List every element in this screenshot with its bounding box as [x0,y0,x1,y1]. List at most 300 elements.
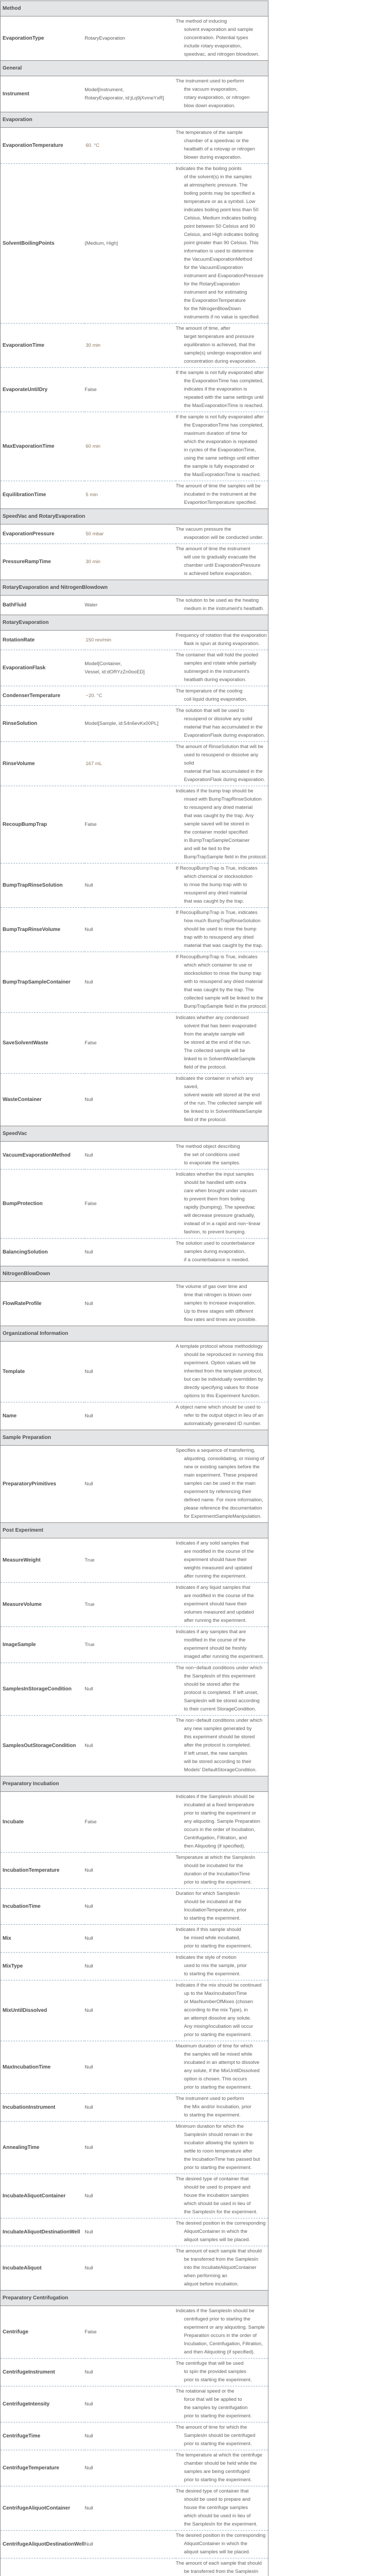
option-description: Maximum duration of time for which the samples will be mixed while incubated in an attempt to dissolve any solute, if the MixUntilDissolved option is chosen. This occurs prior to starting the experiment. [176,2043,260,2090]
option-description-cell [176,2422,268,2450]
option-value: False [85,1819,97,1825]
option-value: Null [85,2104,93,2110]
section-header [1,1523,268,1538]
option-row [1,1538,268,1583]
option-value-cell [85,368,176,412]
option-value-cell [85,1142,176,1170]
option-value-cell [85,1853,176,1889]
option-description-cell [176,863,268,908]
option-description: The centrifuge that will be used to spin the provided samples prior to starting the experiment. [176,2361,252,2383]
option-name: IncubateAliquot [1,2246,85,2291]
option-value-cell [85,1538,176,1583]
option-value: Null [85,1152,93,1158]
option-value-cell [85,128,176,164]
option-value-cell [85,742,176,786]
option-name: CentrifugeTemperature [1,2450,85,2486]
option-row [1,2122,268,2174]
option-row [1,2306,268,2359]
option-value: True [85,1601,95,1607]
option-value-cell [85,1074,176,1126]
option-value: Null [85,1096,93,1103]
option-name: Instrument [3,91,29,97]
option-value: Null [85,2369,93,2375]
option-value: RotaryEvaporation [85,35,125,41]
option-name: MixType [1,1953,85,1980]
option-description-cell [176,2558,268,2576]
option-value-cell [85,412,176,481]
option-row [1,2041,268,2094]
section-title: RotaryEvaporation and NitrogenBlowdown [1,580,268,596]
option-description: The desired position in the corresponding AliquotContainer in which the aliquot samples will be placed. [176,2533,266,2555]
option-value-cell [85,2450,176,2486]
option-description: The volume of gas over time and time that nitrogen is blown over samples to increase evaporation. Up to three stages with different flow rates and times are possible. [176,1284,257,1323]
option-value-cell [85,2486,176,2531]
option-description-cell [176,1583,268,1627]
option-name: CentrifugeAliquotContainer [1,2486,85,2531]
option-row [1,742,268,786]
option-row [1,2094,268,2122]
option-name: SolventBoilingPoints [1,164,85,324]
option-description-cell [176,2246,268,2291]
option-value: False [85,2329,97,2335]
option-description-cell [176,2041,268,2094]
option-description: Indicates if the SamplesIn should be centrifuged prior to starting the experiment or any aliquoting. Sample Preparation occurs in the order of Incubation, Centrifugation, Filtration, and then Aliquoting (if specified). [176,2308,265,2355]
option-description-cell [176,16,268,61]
option-value-cell [85,1716,176,1776]
option-description: The desired position in the corresponding AliquotContainer in which the aliquot samples will be placed. [176,2221,266,2243]
option-value-cell [85,544,176,580]
option-description: Duration for which SamplesIn should be incubated at the IncubationTemperature, prior to starting the experiment. [176,1891,247,1921]
option-description: The non−default conditions under which any new samples generated by this experiment should be stored after the protocol is completed. If left unset, the new samples will be stored according to their Models' DefaultStorageCondition. [176,1718,263,1773]
option-row [1,1446,268,1523]
option-name: MaxEvaporationTime [1,412,85,481]
option-description-cell [176,1889,268,1925]
option-description-cell [176,2359,268,2386]
section-title: RotaryEvaporation [1,615,268,631]
option-value: 30 min [86,342,100,348]
section-title: Preparatory Centrifugation [1,2291,268,2306]
option-value-cell [85,650,176,686]
option-value-cell [85,1402,176,1430]
option-value: −20. °C [86,692,103,699]
section-title: Method [1,1,268,16]
option-name: MeasureVolume [1,1583,85,1627]
option-description: The amount of time for which the SamplesIn should be centrifuged prior to starting the experiment. [176,2425,256,2447]
option-name: EvaporationTemperature [3,143,63,148]
option-description-cell [176,1627,268,1663]
option-value: False [85,386,97,393]
option-value: Null [85,926,93,933]
option-value: Null [85,2229,93,2235]
option-description: Indicates if any samples that are modified in the course of the experiment should be freshly imaged after running the experiment. [176,1629,264,1659]
option-name: SamplesInStorageCondition [1,1663,85,1716]
option-value-cell [85,706,176,742]
option-description-cell [176,1663,268,1716]
option-value-cell [85,1282,176,1326]
option-row [1,1074,268,1126]
option-row [1,650,268,686]
option-name: IncubateAliquotDestinationWell [1,2218,85,2246]
option-description: Indicates the style of motion used to mix the sample, prior to starting the experiment. [176,1955,247,1977]
option-row [1,1663,268,1716]
option-description-cell [176,524,268,544]
option-description: The amount of each sample that should be transferred from the SamplesIn into the IncubateAliquotContainer when performing an aliquot before incubation. [176,2248,262,2287]
option-description: The solution that will be used to resuspend or dissolve any solid material that has accumulated in the EvaporationFlask during evaporation. [176,708,265,738]
option-name: BumpTrapRinseVolume [1,908,85,952]
option-description: The amount of time, after target temperature and pressure equilibration is achieved, that the sample(s) undergo evaporation and concentration during evaporation. [176,326,261,364]
option-value-cell [85,324,176,368]
option-row [1,128,268,164]
option-description: Frequency of rotation that the evaporation flask is spun at during evaporation. [176,633,267,647]
option-description: The rotational speed or the force that will be applied to the samples by centrifugation prior to starting the experiment. [176,2388,252,2419]
option-value: 60. °C [86,142,99,148]
option-value: Null [85,1300,93,1307]
option-description: Indicates if any liquid samples that are modified in the course of the experiment should have their volumes measured and updated after running the experiment. [176,1585,254,1623]
option-description-cell [176,742,268,786]
option-description-cell [176,1074,268,1126]
section-header [1,112,268,128]
option-name: EvaporationTime [1,324,85,368]
option-row [1,2422,268,2450]
option-value: Null [85,1413,93,1419]
option-name: Name [1,1402,85,1430]
option-description: The method of inducing solvent evaporation and sample concentration. Potential types include rotary evaporation, speedvac, and nitrogen blowdown. [176,19,260,57]
option-value: Model[Container, Vessel, id:dORYzZn0ooED] [85,660,145,675]
option-value: Null [85,2265,93,2271]
option-description-cell [176,686,268,706]
option-value-cell [85,2174,176,2218]
option-value: 60 min [86,443,100,449]
option-description: Indicates the container in which any saved, solvent waste will stored at the end of the run. The collected sample will be linked to in SolventWasteSample field of the protocol. [176,1076,262,1123]
section-title: General [1,61,268,76]
option-name: EvaporationType [3,36,44,41]
option-description: If RecoupBumpTrap is True, indicates how much BumpTrapRinseSolution should be used to rinse the bump trap with to resuspend any dried material that was caught by the trap. [176,910,263,948]
option-description-cell [176,2306,268,2359]
option-value-cell [85,2422,176,2450]
section-header [1,1430,268,1446]
option-value-cell [85,908,176,952]
option-description-cell [176,631,268,650]
option-value: Null [85,2401,93,2407]
option-row [1,412,268,481]
option-row [1,16,268,61]
option-value: Null [85,1249,93,1255]
option-name: IncubationInstrument [1,2094,85,2122]
option-value-cell [85,863,176,908]
option-description: The amount of time the instrument will use to gradually evacuate the chamber until EvaporationPressure is achieved before evaporation. [176,546,261,577]
section-title: Evaporation [1,112,268,128]
option-description: Specifies a sequence of transferring, aliquoting, consolidating, or mixing of new or existing samples before the main experiment. These prepared samples can be used in the main experiment by referencing their defined name. For more information, please reference the documentation for ExperimentSampleManipulation. [176,1448,264,1519]
option-row [1,1142,268,1170]
option-name: EvaporationFlask [1,650,85,686]
section-header [1,615,268,631]
option-row [1,76,268,112]
option-row [1,1282,268,1326]
option-value-cell [85,1889,176,1925]
option-row [1,1980,268,2041]
option-name: AnnealingTime [1,2122,85,2174]
option-description-cell [176,2122,268,2174]
option-row [1,544,268,580]
option-name: SaveSolventWaste [1,1013,85,1074]
option-description-cell [176,412,268,481]
option-name: CentrifugeInstrument [1,2359,85,2386]
option-description: Indicates if the mix should be continued up to the MaxIncubationTime or MaxNumberOfMixes (chosen according to the mix Type), in an attempt dissolve any solute. Any mixing/incubation will occur prior to starting the experiment. [176,1982,262,2038]
option-name: RinseVolume [1,742,85,786]
option-row [1,908,268,952]
option-value-cell [85,16,176,61]
option-description-cell [176,1239,268,1266]
option-description: Temperature at which the SamplesIn should be incubated for the duration of the IncubationTime prior to starting the experiment. [176,1855,256,1885]
option-value: False [85,821,97,827]
option-description: The container that will hold the pooled samples and rotate while partially submerged in the instrument's heatbath during evaporation. [176,652,259,683]
option-name: RecoupBumpTrap [1,786,85,863]
option-value: Null [85,2144,93,2150]
option-name: BumpTrapRinseSolution [1,863,85,908]
option-row [1,481,268,509]
option-value: Null [85,2433,93,2439]
option-description: The amount of time the samples will be incubated in the instrument at the EvaportionTemperature specified. [176,483,261,505]
option-description-cell [176,1446,268,1523]
option-value: False [85,1200,97,1207]
option-value: Null [85,1867,93,1873]
option-value-cell [85,1792,176,1853]
option-description-cell [176,1716,268,1776]
option-value: Null [85,1742,93,1749]
option-description-cell [176,2486,268,2531]
option-description: The solution used to counterbalance samples during evaporation, if a counterbalance is needed. [176,1241,255,1263]
option-value: Water [85,602,98,608]
option-name: ImageSample [1,1627,85,1663]
option-description: The method object describing the set of conditions used to evaporate the samples. [176,1144,241,1166]
option-value-cell [85,1953,176,1980]
option-row [1,1402,268,1430]
option-name: IncubationTime [1,1889,85,1925]
option-row [1,1583,268,1627]
option-value: Null [85,1368,93,1375]
option-description-cell [176,1142,268,1170]
option-value: Null [85,1481,93,1487]
option-value: {Medium, High} [85,240,119,246]
section-header [1,1266,268,1282]
option-value-cell [85,2041,176,2094]
option-name: IncubateAliquotContainer [1,2174,85,2218]
option-row [1,1013,268,1074]
section-header [1,580,268,596]
option-description: Indicates if the SamplesIn should be incubated at a fixed temperature prior to starting the experiment or any aliquoting. Sample Preparation occurs in the order of Incubation, Centrifugation, Filtration, and then Aliquoting (if specified). [176,1794,260,1849]
option-value-cell [85,1446,176,1523]
option-value: Null [85,2193,93,2199]
option-row [1,1953,268,1980]
option-name: EvaporateUntilDry [1,368,85,412]
option-value: Null [85,979,93,985]
option-description-cell [176,908,268,952]
option-name: Centrifuge [3,2329,28,2335]
option-name: MeasureWeight [3,1557,41,1563]
option-name: PressureRampTime [1,544,85,580]
option-value-cell [85,2531,176,2558]
option-row [1,1239,268,1266]
option-value: False [85,1040,97,1046]
section-header [1,509,268,524]
option-value-cell [85,1627,176,1663]
option-name: EvaporationPressure [3,531,55,537]
option-description: Minimum duration for which the SamplesIn should remain in the incubator allowing the system to settle to room temperature after the IncubationTime has passed but prior to starting the experiment. [176,2124,260,2171]
option-description: The vacuum pressure the evaporation will be conducted under. [176,527,264,540]
option-value: True [85,1641,95,1648]
option-value: True [85,1557,95,1563]
option-name: RotationRate [3,637,35,643]
option-row [1,1716,268,1776]
option-row [1,631,268,650]
option-description: If the sample is not fully evaporated after the EvaporationTime has completed, indicates if the evaporation is repeated with the same settings until the MaxEvaporationTime is reached. [176,370,264,409]
option-value: Null [85,2541,93,2547]
option-description: If RecoupBumpTrap is True, indicates which chemical or stocksolution to rinse the bump trap with to resuspend any dried material that was caught by the trap. [176,866,258,904]
option-description: A template protocol whose methodology should be reproduced in running this experiment. Option values will be inherited from the template protocol, but can be individually overridden by directly specifying values for those options to this Experiment function. [176,1344,263,1399]
option-value-cell [85,164,176,324]
option-row [1,2486,268,2531]
option-value: 5 min [86,492,98,498]
option-value: 30 min [86,558,100,565]
option-value: Model[Instrument, RotaryEvaporator, id:jLq9jXvmeYxR] [85,87,164,101]
option-description-cell [176,2386,268,2422]
option-description: Indicates if the bump trap should be rinsed with BumpTrapRinseSolution to resuspend any dried material that was caught by the trap. Any sample saved will be stored in the container model specified in BumpTrapSampleContainer and will be tied to the BumpTrapSample field in the protocol. [176,788,267,860]
option-description: Indicates if any solid samples that are modified in the course of the experiment should have their weights measured and updated after running the experiment. [176,1540,254,1579]
option-description: Indicates whether the input samples should be handled with extra care when brought under vacuum to prevent them from boiling rapidly (bumping). The speedvac will decrease pressure gradually, instead of in a rapid and non−linear fashion, to prevent bumping. [176,1172,261,1235]
option-description-cell [176,1342,268,1402]
option-name: MaxIncubationTime [1,2041,85,2094]
section-title: Organizational Information [1,1326,268,1342]
option-description: The desired type of container that should be used to prepare and house the incubation samples which should be used in lieu of the SamplesIn for the experiment. [176,2176,258,2215]
option-value: Null [85,1935,93,1941]
option-name: CentrifugeTime [1,2422,85,2450]
option-name: FlowRateProfile [3,1301,42,1307]
option-value-cell [85,1583,176,1627]
option-name: WasteContainer [1,1074,85,1126]
option-value: 50 mbar [86,531,104,537]
section-header [1,2291,268,2306]
option-name: BumpTrapSampleContainer [1,952,85,1013]
option-row [1,524,268,544]
option-description-cell [176,2094,268,2122]
option-description-cell [176,706,268,742]
option-value-cell [85,1170,176,1239]
option-description: Indicates if this sample should be mixed while incubated, prior to starting the experiment. [176,1927,252,1949]
option-value-cell [85,2306,176,2359]
option-description-cell [176,1953,268,1980]
option-description-cell [176,2174,268,2218]
option-value-cell [85,786,176,863]
option-value-cell [85,1342,176,1402]
option-description: If RecoupBumpTrap is True, indicates which which container to use or stocksolution to rinse the bump trap with to resuspend any dried material that was caught by the trap. The collected sample will be linked to the BumpTrapSample field in the protocol. [176,954,267,1009]
section-header [1,1126,268,1142]
option-description-cell [176,128,268,164]
option-value: Null [85,1903,93,1909]
option-description-cell [176,76,268,112]
option-description-cell [176,2450,268,2486]
option-row [1,324,268,368]
option-value-cell [85,76,176,112]
option-description-cell [176,1925,268,1953]
option-description: Indicates whether any condensed solvent that has been evaporated from the analyte sample will be stored at the end of the run. The collected sample will be linked to in SolventWasteSample field of the protocol. [176,1015,257,1070]
option-value: 150 rev/min [86,637,111,643]
option-description-cell [176,1538,268,1583]
option-row [1,952,268,1013]
option-row [1,2359,268,2386]
option-value: Null [85,2064,93,2070]
option-row [1,2558,268,2576]
option-description: A object name which should be used to refer to the output object in lieu of an automatically generated ID number. [176,1404,264,1427]
option-value-cell [85,2558,176,2576]
option-row [1,1792,268,1853]
option-row [1,686,268,706]
option-row [1,368,268,412]
option-row [1,1853,268,1889]
option-row [1,2174,268,2218]
option-row [1,2531,268,2558]
option-name: RinseSolution [1,706,85,742]
option-name: BumpProtection [1,1170,85,1239]
option-name: CondenserTemperature [1,686,85,706]
option-description-cell [176,1402,268,1430]
option-row [1,786,268,863]
option-value: Null [85,882,93,888]
option-name: Template [3,1369,25,1375]
option-description: The amount of each sample that should be transferred from the SamplesIn [176,2561,262,2574]
section-header [1,1776,268,1792]
option-value-cell [85,1925,176,1953]
option-value-cell [85,2359,176,2386]
section-title: Preparatory Incubation [1,1776,268,1792]
option-description: The temperature of the cooling coil liquid during evaporation. [176,688,248,702]
option-name: IncubationTemperature [1,1853,85,1889]
option-description: The desired type of container that should be used to prepare and house the centrifuge samples which should be used in lieu of the SamplesIn for the experiment. [176,2488,258,2527]
option-description-cell [176,1013,268,1074]
option-description: If the sample is not fully evaporated after the EvaporationTime has completed, maximum duration of time for which the evaporation is repeated in cycles of the EvaporationTime, using the same settings until either the sample is fully evaporated or the MaxEvoprationTime is reached. [176,414,264,478]
option-name: EquilibrationTime [1,481,85,509]
option-value: Null [85,2505,93,2511]
section-header [1,1,268,16]
option-description-cell [176,324,268,368]
option-description-cell [176,596,268,615]
section-header [1,61,268,76]
option-name: BathFluid [3,602,27,608]
section-title: SpeedVac and RotaryEvaporation [1,509,268,524]
section-title: Sample Preparation [1,1430,268,1446]
option-name: CentrifugeIntensity [1,2386,85,2422]
option-value: Null [85,1963,93,1969]
option-description-cell [176,786,268,863]
options-table-body [1,1,268,2576]
option-description-cell [176,1853,268,1889]
option-value-cell [85,2122,176,2174]
option-value: 167 mL [86,760,102,767]
option-description-cell [176,1980,268,2041]
option-name: CentrifugeAliquotDestinationWell [1,2531,85,2558]
option-value: Null [85,2007,93,2013]
option-value-cell [85,2386,176,2422]
option-value-cell [85,952,176,1013]
option-row [1,1925,268,1953]
option-description-cell [176,368,268,412]
option-row [1,1342,268,1402]
option-row [1,2450,268,2486]
section-title: NitrogenBlowDown [1,1266,268,1282]
option-description: The instrument used to perform the Mix and/or Incubation, prior to starting the experiment. [176,2096,251,2118]
option-row [1,1170,268,1239]
option-name: BalancingSolution [1,1239,85,1266]
option-description-cell [176,2218,268,2246]
